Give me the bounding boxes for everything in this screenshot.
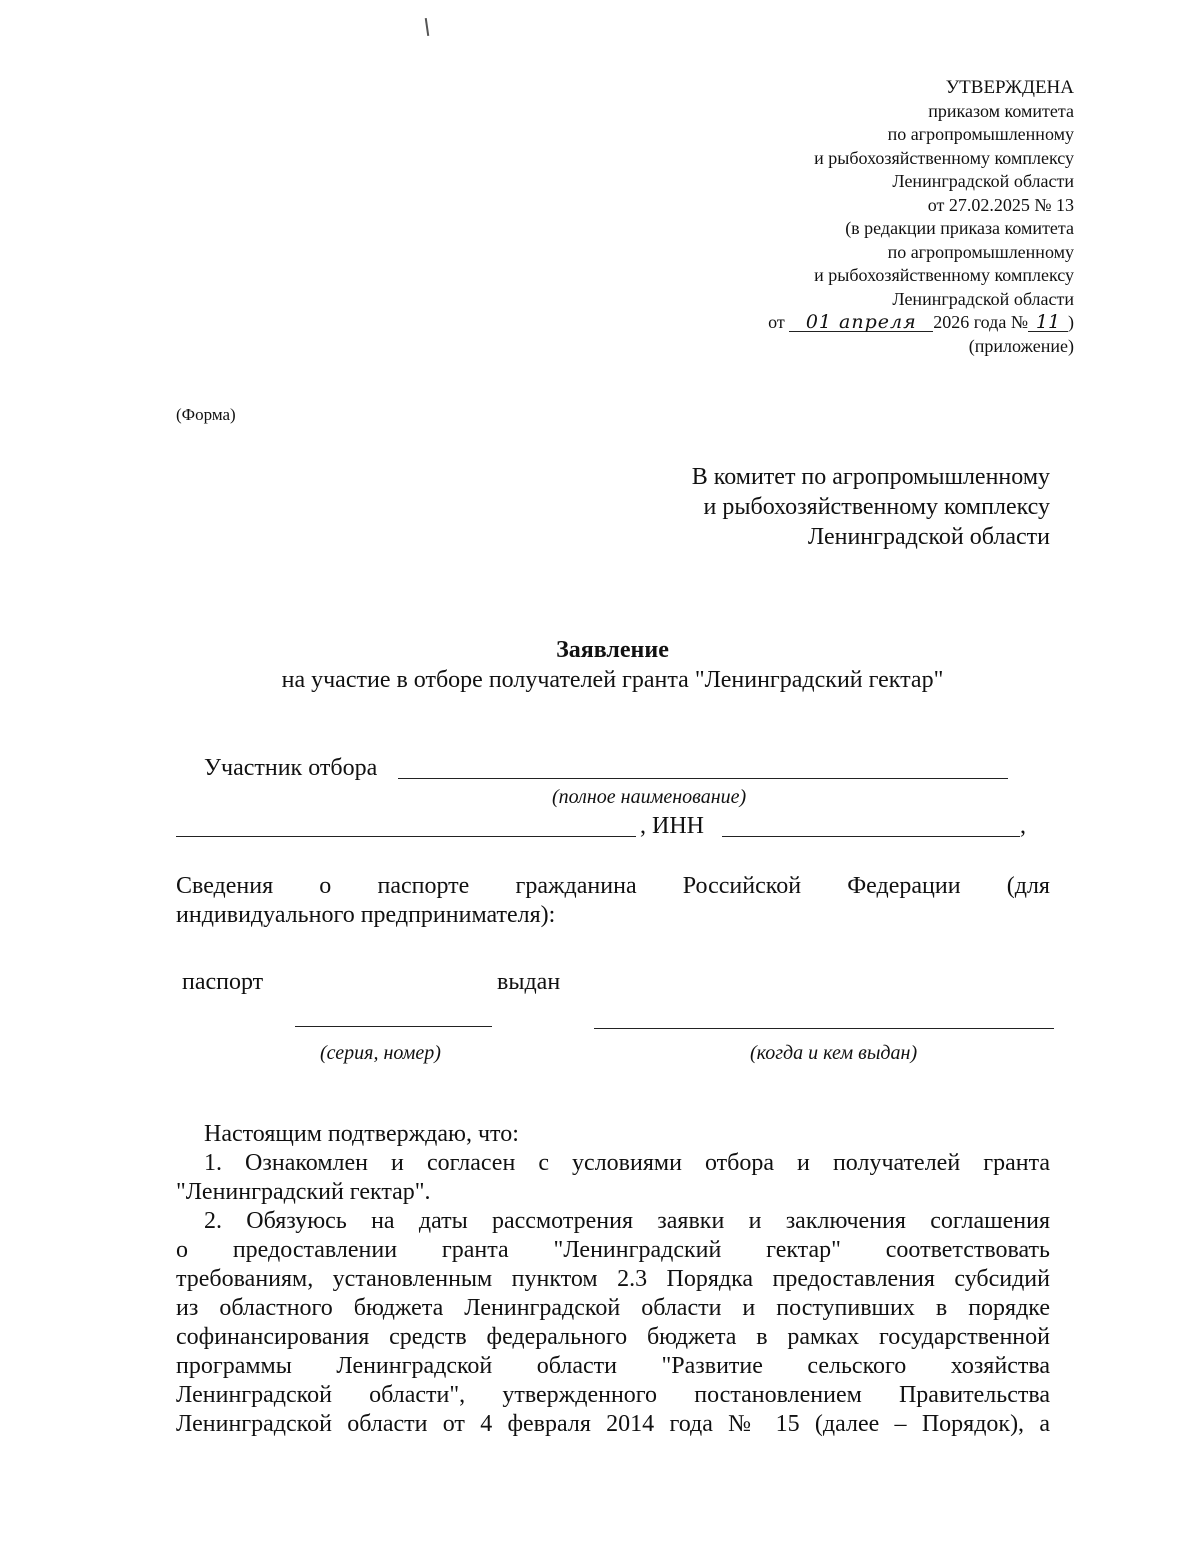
word: Федерации — [847, 873, 961, 899]
document-title-block — [0, 635, 1200, 695]
confirmation-section — [176, 1120, 1050, 1439]
addressee-block — [692, 462, 1050, 552]
handwritten-number: 11 — [1028, 313, 1068, 332]
inn-trailing-comma: , — [1020, 813, 1026, 839]
participant-label: Участник отбора — [204, 755, 378, 781]
passport-info-line1 — [176, 872, 1050, 901]
approval-line: и рыбохозяйственному комплексу — [814, 147, 1074, 168]
addressee-line: и рыбохозяйственному комплексу — [703, 494, 1050, 520]
date-prefix: от — [768, 312, 785, 332]
approval-line: Ленинградской области — [892, 171, 1074, 191]
document-title: Заявление — [556, 637, 669, 663]
passport-info-paragraph — [176, 872, 1050, 930]
scan-artifact — [425, 18, 429, 36]
inn-label: , ИНН — [640, 813, 704, 839]
approval-line: (в редакции приказа комитета — [845, 218, 1074, 238]
passport-info-line2: индивидуального предпринимателя): — [176, 902, 556, 928]
approval-line: приказом комитета — [928, 100, 1074, 121]
approval-line: и рыбохозяйственному комплексу — [814, 265, 1074, 285]
approval-line: по агропромышленному — [887, 124, 1074, 144]
participant-name-field-continued[interactable] — [176, 836, 636, 837]
confirmation-item2-line: Ленинградской области от 4 февраля 2014 года № 15 (далее – Порядок), а — [176, 1411, 1050, 1437]
addressee-line: В комитет по агропромышленному — [691, 464, 1050, 490]
word: Российской — [682, 873, 802, 899]
participant-name-field[interactable] — [398, 778, 1008, 779]
series-caption: (серия, номер) — [320, 1042, 441, 1064]
approval-line: Ленинградской области — [892, 288, 1074, 309]
confirmation-item1-line1: 1. Ознакомлен и согласен с условиями отбора и получателей гранта — [204, 1150, 1050, 1176]
confirmation-item2-line: требованиям, установленным пунктом 2.3 Порядка предоставления субсидий — [176, 1266, 1050, 1292]
confirmation-item2-line: о предоставлении гранта "Ленинградский гектар" соответствовать — [176, 1237, 1050, 1263]
passport-series-field[interactable] — [295, 1026, 492, 1027]
issued-caption: (когда и кем выдан) — [750, 1042, 918, 1064]
approval-stamp-block — [634, 76, 1074, 358]
passport-issued-field[interactable] — [594, 1028, 1054, 1029]
confirmation-item1-line2: "Ленинградский гектар". — [176, 1179, 431, 1205]
approval-line: по агропромышленному — [887, 241, 1074, 262]
approval-line: от 27.02.2025 № 13 — [927, 194, 1074, 215]
handwritten-date: 01 апреля — [789, 313, 933, 332]
approval-title: УТВЕРЖДЕНА — [945, 77, 1074, 98]
word: Сведения — [176, 873, 274, 899]
confirmation-item2-line: софинансирования средств федерального бюджета в рамках государственной — [176, 1324, 1050, 1350]
participant-name-caption: (полное наименование) — [552, 786, 747, 808]
word: (для — [1006, 873, 1050, 899]
document-subtitle: на участие в отборе получателей гранта "Ленинградский гектар" — [281, 667, 944, 693]
confirmation-intro: Настоящим подтверждаю, что: — [204, 1121, 519, 1147]
date-year: 2026 года № — [933, 312, 1028, 332]
confirmation-item2-line: 2. Обязуюсь на даты рассмотрения заявки и заключения соглашения — [204, 1208, 1050, 1234]
addressee-line: Ленинградской области — [807, 524, 1050, 550]
word: паспорте — [377, 873, 470, 899]
issued-label: выдан — [497, 969, 561, 995]
date-close: ) — [1068, 312, 1074, 332]
form-label: (Форма) — [176, 405, 236, 424]
confirmation-item2-line: программы Ленинградской области "Развитие сельского хозяйства — [176, 1353, 1050, 1379]
approval-line: (приложение) — [968, 335, 1074, 356]
word: о — [319, 873, 332, 899]
approval-date-line — [634, 311, 1074, 335]
confirmation-item2-line: Ленинградской области", утвержденного постановлением Правительства — [176, 1382, 1050, 1408]
word: гражданина — [515, 873, 637, 899]
confirmation-item2-line: из областного бюджета Ленинградской области и поступивших в порядке — [176, 1295, 1050, 1321]
inn-field[interactable] — [722, 836, 1020, 837]
passport-label: паспорт — [182, 969, 264, 995]
